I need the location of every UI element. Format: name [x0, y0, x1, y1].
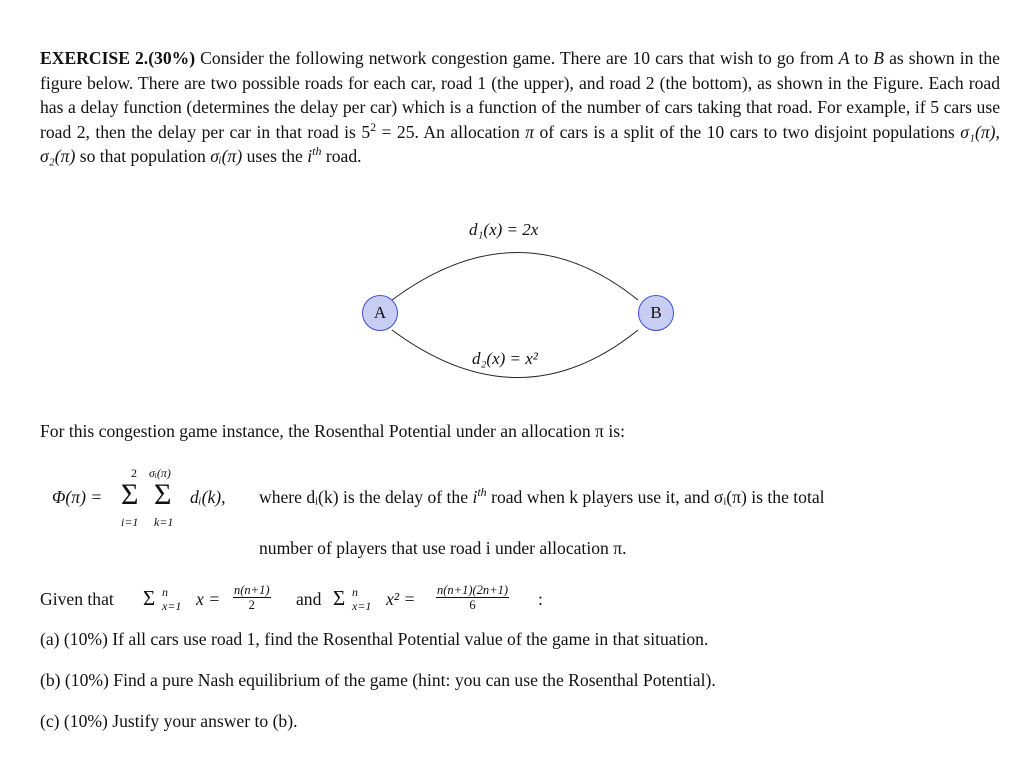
exercise-intro: Consider the following network congestion game. There are 10 cars that wish to go from: [200, 48, 834, 68]
question-a: (a) (10%) If all cars use road 1, find the Rosenthal Potential value of the game in that situation.: [40, 629, 709, 649]
node-a-ref: A: [838, 48, 850, 68]
given-sum-a-term: x =: [196, 589, 221, 609]
node-a: A: [362, 295, 398, 331]
example-expr: 5: [361, 121, 371, 142]
given-sum-b-top: n: [352, 585, 358, 599]
node-b-ref: B: [873, 48, 885, 68]
given-sum-a-top: n: [162, 585, 168, 599]
exercise-paragraph: [40, 46, 1000, 169]
summand: dᵢ(k),: [190, 487, 226, 507]
sum2-symbol: Σ: [154, 478, 172, 511]
ith-sup: th: [312, 144, 322, 159]
exercise-weight: (30%): [148, 48, 196, 68]
node-b: B: [638, 295, 674, 331]
to-word: to: [854, 48, 869, 68]
sigma-populations: σ₁(π), σ₂(π): [40, 121, 1000, 167]
given-prefix: Given that: [40, 589, 114, 609]
potential-intro: For this congestion game instance, the Rosenthal Potential under an allocation π is:: [40, 421, 625, 441]
allocation-text-1: An allocation: [423, 121, 520, 142]
ith-i: i: [307, 146, 313, 167]
given-sum-a-symbol: Σ: [143, 586, 156, 610]
example-result: = 25.: [376, 121, 419, 142]
uses-text: uses the: [246, 146, 303, 167]
example-exponent: 2: [370, 119, 377, 134]
road-1-delay-label: d₁(x) = 2x: [469, 220, 539, 239]
sum2-upper: σᵢ(π): [149, 466, 171, 480]
given-frac-a: $\frac{n(n+1)}{2}$: [234, 583, 270, 612]
where-clause: where dᵢ(k) is the delay of the $i^{th}$ road when k players use it, and σᵢ(π) is the total: [259, 485, 825, 507]
exercise-label: EXERCISE 2.: [40, 48, 149, 68]
given-sum-b-term: x² =: [386, 589, 416, 609]
given-and: and: [296, 589, 322, 609]
road-1-curve: [392, 253, 638, 301]
given-sum-b-bot: x=1: [352, 599, 372, 613]
pi-symbol: π: [525, 121, 535, 142]
network-figure: [355, 215, 695, 385]
potential-lhs: Φ(π) =: [52, 487, 103, 507]
sigma-i: σᵢ(π): [210, 146, 243, 167]
sum1-lower: i=1: [121, 515, 139, 529]
road-2-delay-label: d₂(x) = x²: [472, 349, 538, 368]
given-suffix: :: [538, 589, 543, 609]
allocation-text-2: of cars is a split of the 10 cars to two disjoint populations: [539, 121, 955, 142]
given-frac-b: $\frac{n(n+1)(2n+1)}{6}$: [437, 583, 509, 612]
question-c: (c) (10%) Justify your answer to (b).: [40, 711, 298, 731]
where-ith-sup: th: [477, 485, 487, 499]
where-ith-i: i: [472, 487, 478, 507]
allocation-text-3: so that population: [79, 146, 206, 167]
given-sum-b-symbol: Σ: [333, 586, 346, 610]
sum1-upper: 2: [131, 466, 137, 480]
sum1-symbol: Σ: [121, 478, 139, 511]
question-b: (b) (10%) Find a pure Nash equilibrium of the game (hint: you can use the Rosenthal Potential).: [40, 670, 716, 690]
exercise-body: as shown in the figure below. There are two possible roads for each car, road 1 (the upper), and road 2 (the bottom), as shown in the Figure. Each road has a delay function (determines the delay per car) which is a function of the number of cars taking that road. For example, if 5 cars use road 2, then the delay per car in that road is: [40, 48, 1000, 142]
road-word: road.: [325, 146, 362, 167]
given-sum-a-bot: x=1: [162, 599, 182, 613]
sum2-lower: k=1: [154, 515, 174, 529]
where-continuation: number of players that use road i under allocation π.: [259, 538, 627, 558]
